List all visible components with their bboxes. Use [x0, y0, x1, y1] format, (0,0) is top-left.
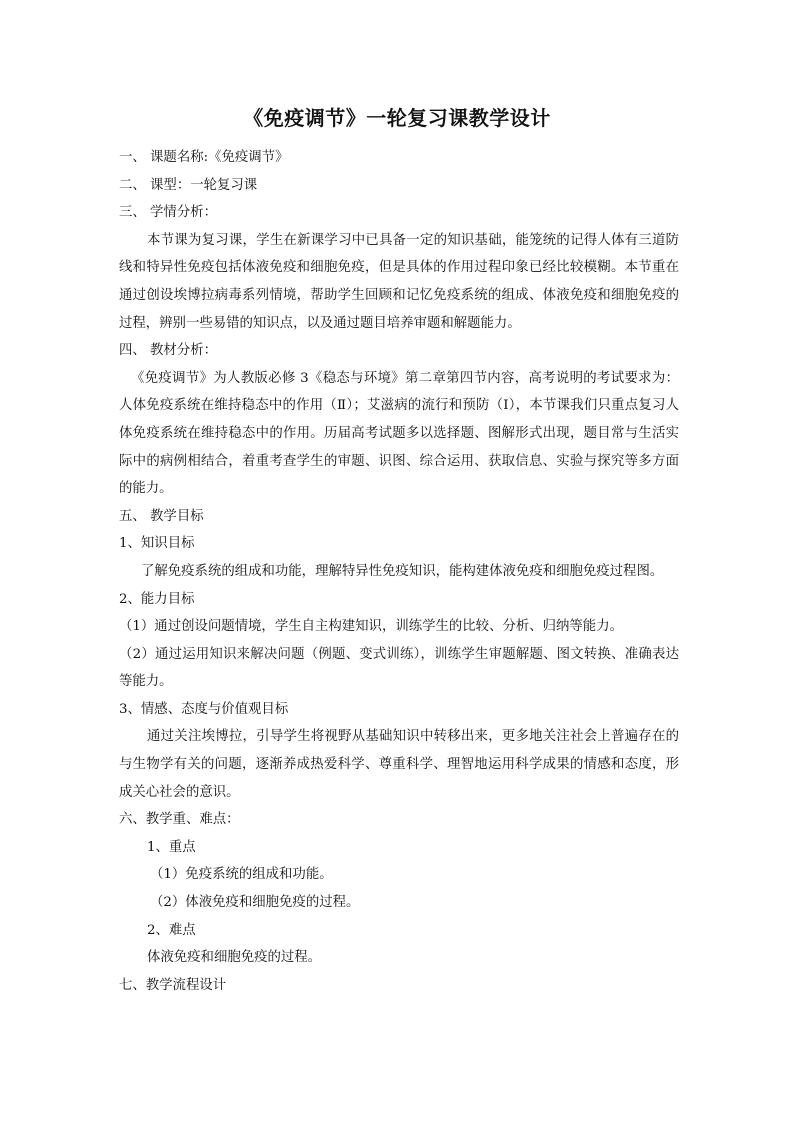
section-topic-name: 一、 课题名称:《免疫调节》 — [119, 150, 289, 165]
section-key-points-heading: 六、教学重、难点： — [119, 812, 240, 828]
document-title: 《免疫调节》一轮复习课教学设计 — [243, 106, 551, 130]
difficult-point-heading: 2、难点 — [147, 922, 196, 938]
goal-knowledge-text: 了解免疫系统的组成和功能，理解特异性免疫知识，能构建体液免疫和细胞免疫过程图。 — [141, 563, 664, 579]
section-lesson-type: 二、 课型：一轮复习课 — [119, 177, 258, 193]
section-textbook-analysis-heading: 四、 教材分析： — [119, 343, 217, 359]
goal-knowledge-heading: 1、知识目标 — [119, 536, 195, 552]
learner-analysis-paragraph: 本节课为复习课，学生在新课学习中已具备一定的知识基础，能笼统的记得人体有三道防线和特异性免疫包括体液免疫和细胞免疫，但是具体的作用过程印象已经比较模糊。本节重在通过创设埃博拉病毒系列情境，帮助学生回顾和记忆免疫系统的组成、体液免疫和细胞免疫的过程，辨别一些易错的知识点，以及通过题目培养审题和解题能力。 — [119, 232, 679, 331]
goal-attitude-paragraph: 通过关注埃博拉，引导学生将视野从基础知识中转移出来，更多地关注社会上普遍存在的与生物学有关的问题，逐渐养成热爱科学、尊重科学、理智地运用科学成果的情感和态度，形成关心社会的意识。 — [119, 729, 679, 800]
goal-attitude-heading: 3、情感、态度与价值观目标 — [119, 701, 289, 717]
section-learner-analysis-heading: 三、 学情分析： — [119, 205, 217, 221]
key-point-item-2: （2）体液免疫和细胞免疫的过程。 — [150, 895, 360, 911]
section-teaching-goals-heading: 五、 教学目标 — [119, 508, 204, 524]
difficult-point-text: 体液免疫和细胞免疫的过程。 — [147, 950, 322, 966]
key-point-heading: 1、重点 — [147, 839, 196, 855]
goal-ability-heading: 2、能力目标 — [119, 591, 195, 607]
textbook-analysis-paragraph: 《免疫调节》为人教版必修 3《稳态与环境》第二章第四节内容，高考说明的考试要求为：人体免疫系统在维持稳态中的作用（Ⅱ）；艾滋病的流行和预防（Ⅰ），本节课我们只重点复习人体免疫系统在维持稳态中的作用。历届高考试题多以选择题、图解形式出现，题目常与生活实际中的病例相结合，着重考查学生的审题、识图、综合运用、获取信息、实验与探究等多方面的能力。 — [119, 370, 679, 497]
goal-ability-item-1: （1）通过创设问题情境，学生自主构建知识，训练学生的比较、分析、归纳等能力。 — [119, 619, 623, 635]
section-teaching-flow-heading: 七、教学流程设计 — [119, 977, 227, 993]
document-body — [119, 144, 679, 999]
goal-ability-item-2: （2）通过运用知识来解决问题（例题、变式训练），训练学生审题解题、图文转换、准确表达等能力。 — [119, 646, 679, 690]
key-point-item-1: （1）免疫系统的组成和功能。 — [150, 867, 333, 883]
